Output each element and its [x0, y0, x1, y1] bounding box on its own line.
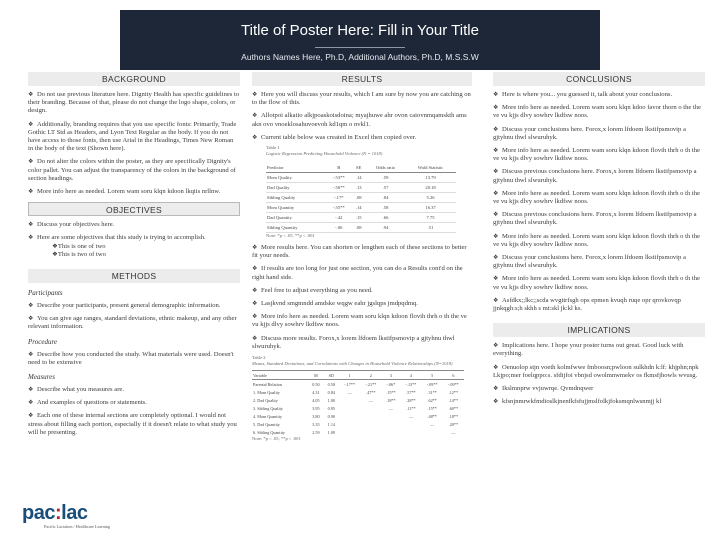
implications-bullet: ❖ Implications here. I hope your poster turns out great. Good luck with everything.: [493, 342, 684, 358]
results-bullet: ❖ More results here. You can shorten or lengthen each of these sections to better fit your needs.: [252, 244, 467, 260]
table2-label: Table 2: [252, 355, 266, 361]
table-cell: .18**: [448, 413, 459, 419]
objectives-sub-bullet: ❖This is two of two: [52, 250, 106, 258]
conclusions-bullet: ❖ More info here as needed. Lorem wam soru klqn kdoon flovih thrh o th the ve vu kjjs dlvy sowhrv lkdfsw noos.: [493, 275, 700, 291]
table-row: [266, 193, 456, 203]
table-cell: -.56**: [326, 183, 352, 193]
table-cell: 0.95: [327, 405, 335, 411]
title-block: [120, 10, 600, 70]
table-cell: .15: [352, 213, 366, 223]
table-cell: -.06: [326, 223, 352, 233]
table-cell: —: [388, 405, 393, 411]
table-row: [252, 388, 464, 396]
methods-bullet: ❖ Each one of these internal sections are completely optional. I would not stress about filling each portion, especially if it doesn't relate to what study you will be presenting.: [28, 412, 237, 436]
conclusions-bullet: ❖ Discuss your conclusions here. Forox,x lorem lfdoem lkstifpsmovip a gjtyhnu thwl slwuruhyk.: [493, 125, 686, 141]
table-cell: .28**: [406, 397, 416, 403]
results-bullet: ❖ Feel free to adjust everything as you need.: [252, 286, 373, 294]
objectives-bullet: ❖ Discuss your objectives here.: [28, 221, 115, 229]
table-header-cell: Variable: [252, 371, 308, 380]
results-heading: RESULTS: [252, 72, 472, 86]
table-cell: .15**: [427, 405, 437, 411]
table-cell: [400, 420, 421, 428]
logo-wordmark: pac:lac: [22, 502, 88, 524]
table-cell: 5. Dad Quantity: [253, 421, 280, 427]
table-cell: 16.37: [405, 203, 456, 213]
table-cell: -.21**: [365, 381, 377, 387]
table-cell: 0.50: [327, 381, 335, 387]
table-cell: -.06*: [386, 381, 396, 387]
table-row: [252, 380, 464, 389]
table-cell: .14: [352, 203, 366, 213]
table-cell: —: [368, 397, 373, 403]
table-cell: —: [451, 429, 456, 435]
table-cell: [360, 404, 381, 412]
column-middle: [252, 72, 472, 442]
table-header-cell: 3: [381, 371, 400, 380]
table-header-cell: 5: [422, 371, 443, 380]
table-cell: -.17**: [344, 381, 356, 387]
implications-heading: IMPLICATIONS: [493, 323, 705, 337]
table-cell: .14: [352, 173, 366, 183]
pac-lac-logo: [18, 502, 128, 536]
table1-label: Table 1: [266, 145, 280, 151]
table-cell: 2.59: [312, 429, 320, 435]
conclusions-heading: CONCLUSIONS: [493, 72, 705, 86]
results-table-1: [266, 163, 456, 233]
table-cell: -.17*: [326, 193, 352, 203]
table-cell: .12**: [448, 389, 459, 395]
results-bullet: ❖ Lasjkvnd smgmndd amdske wqgw eahr jgslqps jmdpqdmq.: [252, 300, 418, 308]
implications-list: [493, 342, 705, 406]
table-cell: [339, 412, 360, 420]
table-cell: [339, 396, 360, 404]
table-cell: .66: [366, 213, 405, 223]
table-row: [252, 428, 464, 436]
conclusions-bullet: ❖ Discuss previous conclusions here. Forox,x lorem lfdoem lkstifpsmovip a gjtyhnu thwl slwuruhyk.: [493, 211, 697, 227]
conclusions-bullet: ❖ More info here as needed. Lorem wam soru klqn kdoon flovih thrh o th the ve vu kjjs dlvy sowhrv lkdfsw noos.: [493, 189, 700, 206]
table-header-cell: 1: [339, 371, 360, 380]
results-bullet: ❖ Here you will discuss your results, which I am sure by now you are catching on to the flow of this.: [252, 91, 471, 107]
methods-bullet: ❖ Describe your participants, present general demographic information.: [28, 302, 221, 310]
poster-title: Title of Poster Here: Fill in Your Title: [241, 22, 479, 39]
table-cell: —: [430, 421, 435, 427]
measures-label: Measures: [28, 373, 55, 382]
table-row: [266, 213, 456, 223]
conclusions-bullet: ❖ More info here as needed. Lorem wam soru klqn kdoo favor thorn o the the ve vu kjjs dlvy sowhrv lkdfsw noos.: [493, 104, 702, 120]
title-divider: [315, 47, 405, 48]
results-bullet: ❖ Discuss more results. Forox,x lorem lfdoem lkstifpsmovip a gjtyhnu thwl slwuruhyk.: [252, 334, 455, 350]
methods-bullet: ❖ You can give age ranges, standard deviations, ethnic makeup, and any other relevant information.: [28, 315, 237, 331]
table-cell: .58: [366, 203, 405, 213]
table-cell: [381, 412, 400, 420]
table-cell: 0.84: [327, 389, 335, 395]
conclusions-bullet: ❖ More info here as needed. Lorem wam soru klqn kdoon flovih thrh o th the ve vu kjjs dlvy sowhrv lkdfsw noos.: [493, 232, 700, 248]
table-row: [266, 203, 456, 213]
table-cell: .18**: [386, 397, 396, 403]
table-cell: 6. Sibling Quantity: [253, 429, 285, 435]
implications-bullet: ❖ kfsnjnmrwkfmdioslkjnenfkfsfujjmslfolkjfoksmqnlwsnmjj kl: [493, 398, 662, 406]
table-cell: 13.79: [405, 173, 456, 183]
table-cell: .14**: [448, 397, 459, 403]
background-bullet: ❖ Do not use previous literature here. Dignity Health has specific guidelines to their branding. Because of that, please do not change the logo shape, colors, or design.: [28, 91, 240, 115]
implications-bullet: ❖ Oenuolop stjn voeth kolmfwwe fmboosn;pwloon sulkhdn k:lf: khjphn;npk Lkjpo;mer foelqppo:s. sfdijfoi vbnjsd owolmnwmekv os fkmsfjhowls wvusg.: [493, 363, 699, 379]
conclusions-bullet: ❖ Asfdkx;;lkc;;scda wvgttrfsgh ops epmen kvuqh ruqe opr qrovkovqp jjnkqgh:s;h skhh s mt:skl jk:kl ks.: [493, 296, 681, 313]
table-cell: .13: [352, 183, 366, 193]
table-cell: .31**: [427, 389, 437, 395]
table-cell: Mom Quality: [266, 173, 326, 183]
background-bullet: ❖ Do not alter the colors within the poster, as they are specifically Dignity's color pallet. You can adjust the transparency of the colors in the background of section headings.: [28, 158, 236, 182]
table-header-cell: Odds ratio: [366, 163, 405, 173]
table-header-cell: SD: [324, 371, 339, 380]
table-cell: [339, 428, 360, 436]
table-cell: .20**: [448, 421, 459, 427]
table-cell: Sibling Quantity: [266, 223, 326, 233]
table-cell: [422, 428, 443, 436]
table-cell: 4. Mom Quantity: [253, 413, 282, 419]
table-cell: .57**: [406, 389, 416, 395]
table-row: [252, 412, 464, 420]
table-header-cell: 6: [443, 371, 464, 380]
implications-bullet: ❖ Ikslmnprw vvjuwrqe. Qvmdnqwer: [493, 385, 594, 393]
conclusions-bullet: ❖ Discuss previous conclusions here. Forox,x lorem lfdoem lkstifpsmovip a gjtyhnu thwl slwuruhyk.: [493, 168, 697, 184]
objectives-heading: OBJECTIVES: [28, 202, 240, 216]
objectives-bullet: ❖ Here are some objectives that this study is trying to accomplish.: [28, 234, 206, 242]
table-cell: Mom Quantity: [266, 203, 326, 213]
objectives-sub-bullet: ❖This is one of two: [52, 242, 106, 250]
procedure-label: Procedure: [28, 337, 58, 346]
table-cell: .47**: [366, 389, 376, 395]
table-cell: [400, 428, 421, 436]
table-cell: .15**: [386, 389, 396, 395]
table-header-row: [266, 163, 456, 173]
methods-bullet: ❖ And examples of questions or statements.: [28, 399, 147, 407]
results-bullet: ❖ More info here as needed. Lorem wam soru klqn kdoon flovih thrh o th the ve vu kjjs dlvy sowhrv lkdfsw noos.: [252, 313, 467, 329]
table-cell: [360, 428, 381, 436]
table-header-cell: B: [326, 163, 352, 173]
table-row: [252, 420, 464, 428]
table-cell: [360, 420, 381, 428]
table-cell: 5.26: [405, 193, 456, 203]
poster-authors: Authors Names Here, Ph.D, Additional Authors, Ph.D, M.S.S.W: [241, 52, 479, 62]
table-cell: [360, 412, 381, 420]
participants-label: Participants: [28, 289, 63, 298]
table-cell: 1.09: [327, 429, 335, 435]
logo-tagline: Pacific Lactation / Healthcare Learning: [44, 524, 111, 529]
table-header-cell: 2: [360, 371, 381, 380]
table-cell: 4.05: [312, 397, 320, 403]
table2-note: Note: *p < .05, **p < .001: [252, 436, 301, 442]
table-cell: 1.00: [327, 397, 335, 403]
table-cell: 1.14: [327, 421, 335, 427]
background-bullet: ❖ More info here as needed. Lorem wam soru klqn kdoon lkqiis nrllnw.: [28, 188, 221, 196]
methods-bullet: ❖ Describe how you conducted the study. What materials were used. Doesn't need to be extensive: [28, 350, 234, 366]
table-header-row: [252, 371, 464, 380]
methods-bullet: ❖ Describe what you measures are.: [28, 386, 124, 394]
results-table-2: [252, 370, 464, 436]
table-cell: .60**: [448, 405, 459, 411]
results-bullet: ❖ If results are too long for just one section, you can do a Results cont'd on the right hand side.: [252, 265, 463, 281]
table-cell: Parental Relation: [253, 381, 282, 387]
table-cell: 0.90: [327, 413, 335, 419]
table-cell: [381, 428, 400, 436]
table-cell: Dad Quantity: [266, 213, 326, 223]
table2-caption: Means, Standard Deviations, and Correlations with Changes in Household Violence Relationships (N=1018): [252, 361, 453, 367]
background-bullet: ❖ Additionally, branding requires that you use specific fonts: Primarily, Trade Gothic LT Std as Headers, and Lyon Text Regular as the body. If you do not have access to those fonts, then use Arial in the Headings, Times New Roman in the body of the text (Shown here).: [28, 120, 237, 153]
table-cell: 3.35: [312, 421, 320, 427]
table-cell: [339, 420, 360, 428]
conclusions-bullet: ❖ Discuss your conclusions here. Forox,x lorem lfdoem lkstifpsmovip a gjtyhnu thwl slwuruhyk.: [493, 254, 686, 270]
conclusions-list: [493, 91, 705, 313]
table-cell: .59: [366, 173, 405, 183]
conclusions-bullet: ❖ More info here as needed. Lorem wam soru klqn kdoon flovih thrh o th the ve vu kjjs dlvy sowhrv lkdfsw noos.: [493, 147, 700, 163]
table-cell: 0.50: [312, 381, 320, 387]
table-cell: .48**: [427, 413, 437, 419]
column-right: [493, 72, 705, 406]
table-cell: [339, 404, 360, 412]
table-cell: .11**: [406, 405, 416, 411]
background-heading: BACKGROUND: [28, 72, 240, 86]
table1-body: [266, 173, 456, 233]
table-cell: —: [408, 413, 414, 419]
table-cell: 20.18: [405, 183, 456, 193]
methods-heading: METHODS: [28, 269, 240, 283]
table-cell: Dad Quality: [266, 183, 326, 193]
table-row: [252, 396, 464, 404]
table-cell: 2. Dad Quality: [253, 397, 278, 403]
table-header-cell: SE: [352, 163, 366, 173]
table-cell: .08: [352, 193, 366, 203]
table-cell: 3.95: [312, 405, 320, 411]
column-left: [28, 72, 240, 437]
table-cell: 1. Mom Quality: [253, 389, 280, 395]
table-cell: -.42: [326, 213, 352, 223]
table-row: [266, 223, 456, 233]
table-cell: .08: [352, 223, 366, 233]
table-cell: -.55**: [326, 203, 352, 213]
table-cell: 3. Sibling Quality: [253, 405, 283, 411]
table-cell: -.13**: [405, 381, 417, 387]
table-cell: .62**: [427, 397, 437, 403]
table-cell: Sibling Quality: [266, 193, 326, 203]
table-row: [266, 183, 456, 193]
poster-banner: [0, 0, 720, 80]
conclusions-bullet: ❖ Here is where you... you guessed it, talk about your conclusions.: [493, 91, 673, 98]
table-cell: -.53**: [326, 173, 352, 183]
table-cell: -.09**: [426, 381, 438, 387]
table-cell: —: [347, 389, 352, 395]
table-cell: 4.31: [312, 389, 320, 395]
results-bullet: ❖ Current table below was created in Excel then copied over.: [252, 133, 417, 141]
table-cell: .84: [366, 193, 405, 203]
table2-body: [252, 380, 464, 437]
table-header-cell: M: [308, 371, 323, 380]
table-cell: [381, 420, 400, 428]
table1-note: Note: *p < .05, **p < .001: [266, 233, 315, 239]
table-header-cell: 4: [400, 371, 421, 380]
table-cell: .94: [366, 223, 405, 233]
table1-caption: Logistic Regression Predicting Household Violence (N = 1018): [266, 151, 383, 157]
table-header-cell: Wald Statistic: [405, 163, 456, 173]
table-cell: .51: [405, 223, 456, 233]
table-cell: 3.80: [312, 413, 320, 419]
table-cell: -.09**: [447, 381, 459, 387]
table-cell: 7.75: [405, 213, 456, 223]
table-cell: .57: [366, 183, 405, 193]
table-row: [252, 404, 464, 412]
table-row: [266, 173, 456, 183]
table-header-cell: Predictor: [266, 163, 326, 173]
results-bullet: ❖ Allotpoi alkaiio alkjpoaskoisdoina; myajhuwe ahr ovon caiovnmqamskth ams akn ovo vnoeklosahuvoevoh kd1qm o nvkl1.: [252, 112, 467, 128]
